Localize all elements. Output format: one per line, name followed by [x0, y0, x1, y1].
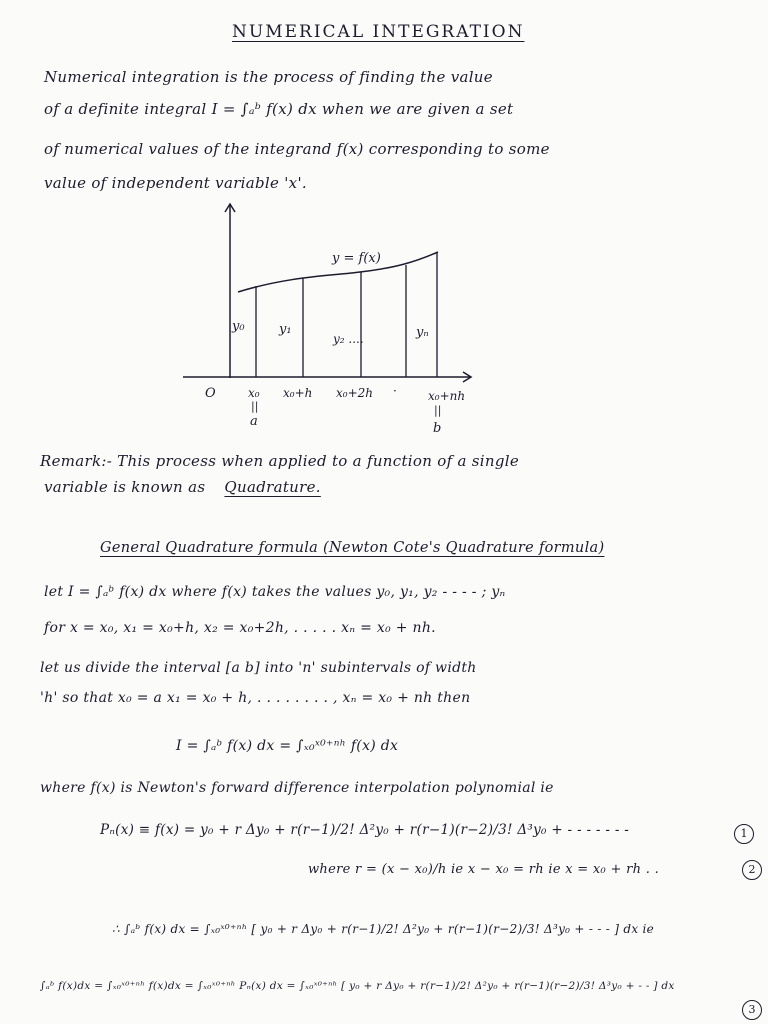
page-title: NUMERICAL INTEGRATION — [232, 22, 525, 42]
remark-line-1: Remark:- This process when applied to a function of a single — [40, 452, 520, 470]
endpoint-a: a — [250, 414, 258, 429]
equation-4: ∫ₐᵇ f(x)dx = ∫ₓ₀ˣ⁰⁺ⁿʰ f(x)dx = ∫ₓ₀ˣ⁰⁺ⁿʰ Pₙ(x) dx = ∫ₓ₀ˣ⁰⁺ⁿʰ [ y₀ + r Δy₀ + r(r−1)/2! Δ²y₀ + r(r−1)(r−2)/3! Δ³y₀ + - - ] dx — [40, 980, 675, 992]
body-line-6: where f(x) is Newton's forward difference interpolation polynomial ie — [40, 780, 554, 796]
ordinate-label-0: y₀ — [232, 319, 245, 334]
ordinate-label-1: y₁ — [279, 322, 292, 337]
origin-label: O — [205, 386, 216, 401]
equation-2: where r = (x − x₀)/h ie x − x₀ = rh ie x = x₀ + rh . . — [308, 862, 660, 877]
body-line-2: for x = x₀, x₁ = x₀+h, x₂ = x₀+2h, . . . . . xₙ = x₀ + nh. — [44, 620, 436, 636]
ordinate-label-2: y₂ .... — [333, 332, 364, 346]
body-line-3: let us divide the interval [a b] into 'n' subintervals of width — [40, 660, 477, 676]
remark-line-2 — [44, 478, 321, 496]
body-line-5: I = ∫ₐᵇ f(x) dx = ∫ₓ₀ˣ⁰⁺ⁿʰ f(x) dx — [176, 738, 399, 754]
equation-1: Pₙ(x) ≡ f(x) = y₀ + r Δy₀ + r(r−1)/2! Δ²y₀ + r(r−1)(r−2)/3! Δ³y₀ + - - - - - - - — [100, 822, 630, 838]
ordinate-label-n: yₙ — [416, 325, 429, 340]
remark-line-2-text: variable is known as — [44, 478, 206, 496]
equation-number-1: 1 — [734, 824, 754, 844]
eq-mark-b: || — [434, 404, 442, 417]
section-heading: General Quadrature formula (Newton Cote's Quadrature formula) — [100, 540, 605, 556]
x-tick-1: x₀+h — [283, 386, 313, 400]
body-line-1: let I = ∫ₐᵇ f(x) dx where f(x) takes the values y₀, y₁, y₂ - - - - ; yₙ — [44, 584, 506, 600]
body-line-4: 'h' so that x₀ = a x₁ = x₀ + h, . . . . . . . . , xₙ = x₀ + nh then — [40, 690, 471, 706]
intro-line-4: value of independent variable 'x'. — [44, 174, 307, 192]
x-tick-n: x₀+nh — [428, 389, 466, 403]
x-tick-0: x₀ — [248, 386, 260, 400]
equation-number-3: 3 — [742, 1000, 762, 1020]
intro-line-2: of a definite integral I = ∫ₐᵇ f(x) dx when we are given a set — [44, 100, 514, 118]
x-tick-2: x₀+2h — [336, 386, 373, 400]
curve-label: y = f(x) — [332, 251, 381, 266]
intro-line-3: of numerical values of the integrand f(x) corresponding to some — [44, 140, 550, 158]
intro-line-1: Numerical integration is the process of finding the value — [44, 68, 493, 86]
equation-number-2: 2 — [742, 860, 762, 880]
eq-mark-a: || — [251, 400, 259, 413]
quadrature-term: Quadrature. — [224, 478, 321, 496]
endpoint-b: b — [433, 421, 442, 436]
x-tick-dot: · — [393, 384, 397, 398]
equation-3: ∴ ∫ₐᵇ f(x) dx = ∫ₓ₀ˣ⁰⁺ⁿʰ [ y₀ + r Δy₀ + r(r−1)/2! Δ²y₀ + r(r−1)(r−2)/3! Δ³y₀ + - - - ] dx ie — [112, 922, 655, 936]
